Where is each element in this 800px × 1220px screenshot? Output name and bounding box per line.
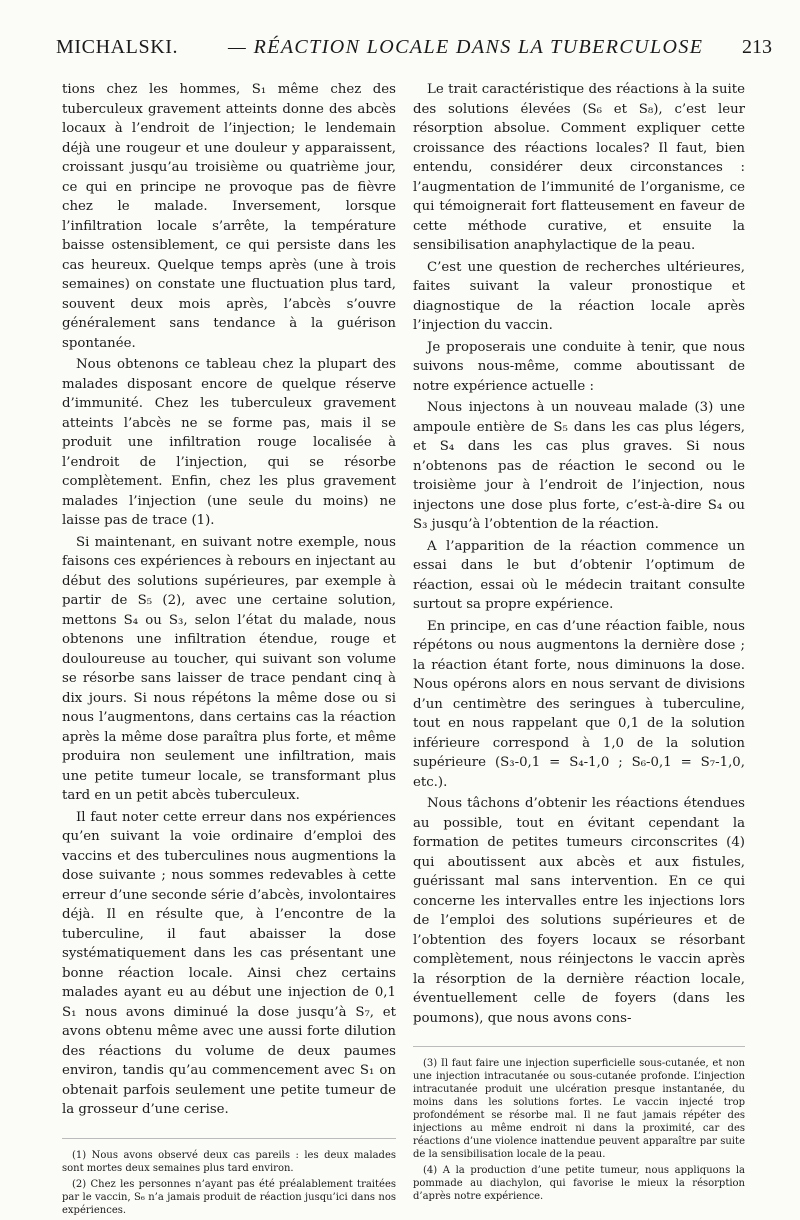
footnote: (4) A la production d’une petite tumeur, nous appliquons la pommade au diachylon, qui favorise le mieux la résorption d’après notre expérience.	[413, 1165, 745, 1202]
footnote-divider	[413, 1046, 745, 1047]
paragraph: tions chez les hommes, S₁ même chez des tuberculeux gravement atteints donne des abcès locaux à l’endroit de l’injection; le lendemain déjà une rougeur et une douleur y apparaissent, croissant jusqu’au troisième ou quatrième jour, ce qui en principe ne provoque pas de fièvre chez le malade. Inversement, lorsque l’infiltration locale s’arrête, la température baisse ostensiblement, ce qui persiste dans les cas heureux. Quelque temps après (une à trois semaines) on constate une fluctuation plus tard, souvent deux mois après, l’abcès s’ouvre généralement sans tendance à la guérison spontanée.	[62, 82, 396, 351]
footnote: (3) Il faut faire une injection superficielle sous-cutanée, et non une injection intracutanée ou sous-cutanée profonde. L’injection intracutanée produit une ulcération presque instantanée, du moins dans les solutions fortes. Le vaccin injecté trop profondément se résorbe mal. Il ne faut jamais répéter des injections au même endroit ni dans la proximité, car des réactions d’une violence inattendue peuvent apparaître par suite de la sensibilisation locale de la peau.	[413, 1058, 745, 1160]
footnote-divider	[62, 1138, 396, 1139]
footnote: (2) Chez les personnes n’ayant pas été préalablement traitées par le vaccin, S₆ n’a jamais produit de réaction jusqu’ici dans nos expériences.	[62, 1178, 396, 1216]
paragraph: Nous obtenons ce tableau chez la plupart des malades disposant encore de quelque réserve d’immunité. Chez les tuberculeux gravement atteints l’abcès ne se forme pas, mais il se produit une infiltration rouge localisée à l’endroit de l’injection, qui se résorbe complètement. Enfin, chez les plus gravement malades l’injection (une seule du moins) ne laisse pas de trace (1).	[62, 357, 396, 528]
paragraph: Il faut noter cette erreur dans nos expériences qu’en suivant la voie ordinaire d’emploi des vaccins et des tuberculines nous augmentions la dose suivante ; nous sommes redevables à cette erreur d’une seconde série d’abcès, involontaires déjà. Il en résulte que, à l’encontre de la tuberculine, il faut abaisser la dose systématiquement dans les cas présentant une bonne réaction locale. Ainsi chez certains malades ayant eu au début une injection de 0,1 S₁ nous avons diminué la dose jusqu’à S₇, et avons obtenu même avec une aussi forte dilution des réactions du volume de deux paumes environ, tandis qu’au commencement avec S₁ on obtenait parfois seulement une petite tumeur de la grosseur d’une cerise.	[62, 809, 396, 1117]
paragraph: Je proposerais une conduite à tenir, que nous suivons nous-même, comme aboutissant de notre expérience actuelle :	[413, 339, 745, 394]
header-title: — RÉACTION LOCALE DANS LA TUBERCULOSE	[228, 36, 704, 58]
paragraph: Nous injectons à un nouveau malade (3) une ampoule entière de S₅ dans les cas plus légers, et S₄ dans les cas plus graves. Si nous n’obtenons pas de réaction le second ou le troisième jour à l’endroit de l’injection, nous injectons une dose plus forte, c’est-à-dire S₄ ou S₃ jusqu’à l’obtention de la réaction.	[413, 400, 745, 532]
paragraph: Si maintenant, en suivant notre exemple, nous faisons ces expériences à rebours en injectant au début des solutions supérieures, par exemple à partir de S₅ (2), avec une certaine solution, mettons S₄ ou S₃, selon l’état du malade, nous obtenons une infiltration étendue, rouge et douloureuse au toucher, qui suivant son volume se résorbe sans laisser de trace pendant cinq à dix jours. Si nous répétons la même dose ou si nous l’augmentons, dans certains cas la réaction après la même dose paraîtra plus forte, et même produira non seulement une infiltration, mais une petite tumeur locale, se transformant plus tard en un petit abcès tuberculeux.	[62, 534, 396, 803]
paragraph: A l’apparition de la réaction commence un essai dans le but d’obtenir l’optimum de réaction, essai où le médecin traitant consulte surtout sa propre expérience.	[413, 538, 745, 612]
paragraph: C’est une question de recherches ultérieures, faites suivant la valeur pronostique et diagnostique de la réaction locale après l’injection du vaccin.	[413, 259, 745, 333]
paragraph: Le trait caractéristique des réactions à la suite des solutions élevées (S₆ et S₈), c’est leur résorption absolue. Comment expliquer cette croissance des réactions locales? Il faut, bien entendu, considérer deux circonstances : l’augmentation de l’immunité de l’organisme, ce qui témoignerait fort flatteusement en faveur de cette méthode curative, et ensuite la sensibilisation anaphylactique de la peau.	[413, 82, 745, 253]
paragraph: En principe, en cas d’une réaction faible, nous répétons ou nous augmentons la dernière dose ; la réaction étant forte, nous diminuons la dose. Nous opérons alors en nous servant de divisions d’un centimètre des seringues à tuberculine, tout en nous rappelant que 0,1 de la solution inférieure correspond à 1,0 de la solution supérieure (S₃-0,1 = S₄-1,0 ; S₆-0,1 = S₇-1,0, etc.).	[413, 618, 745, 790]
left-column	[62, 80, 396, 1220]
page-number: 213	[742, 36, 772, 58]
paragraph: Nous tâchons d’obtenir les réactions étendues au possible, tout en évitant cependant la formation de petites tumeurs circonscrites (4) qui aboutissent aux abcès et aux fistules, guérissant mal sans intervention. En ce qui concerne les intervalles entre les injections lors de l’emploi des solutions supérieures et de l’obtention des foyers locaux se résorbant complètement, nous réinjectons le vaccin après la résorption de la dernière réaction locale, éventuellement celle de foyers (dans les poumons), que nous avons cons-	[413, 796, 745, 1026]
right-column	[413, 80, 745, 1206]
footnote: (1) Nous avons observé deux cas pareils : les deux malades sont mortes deux semaines plus tard environ.	[62, 1149, 396, 1174]
header-author: MICHALSKI.	[56, 36, 179, 58]
running-header	[50, 36, 772, 66]
